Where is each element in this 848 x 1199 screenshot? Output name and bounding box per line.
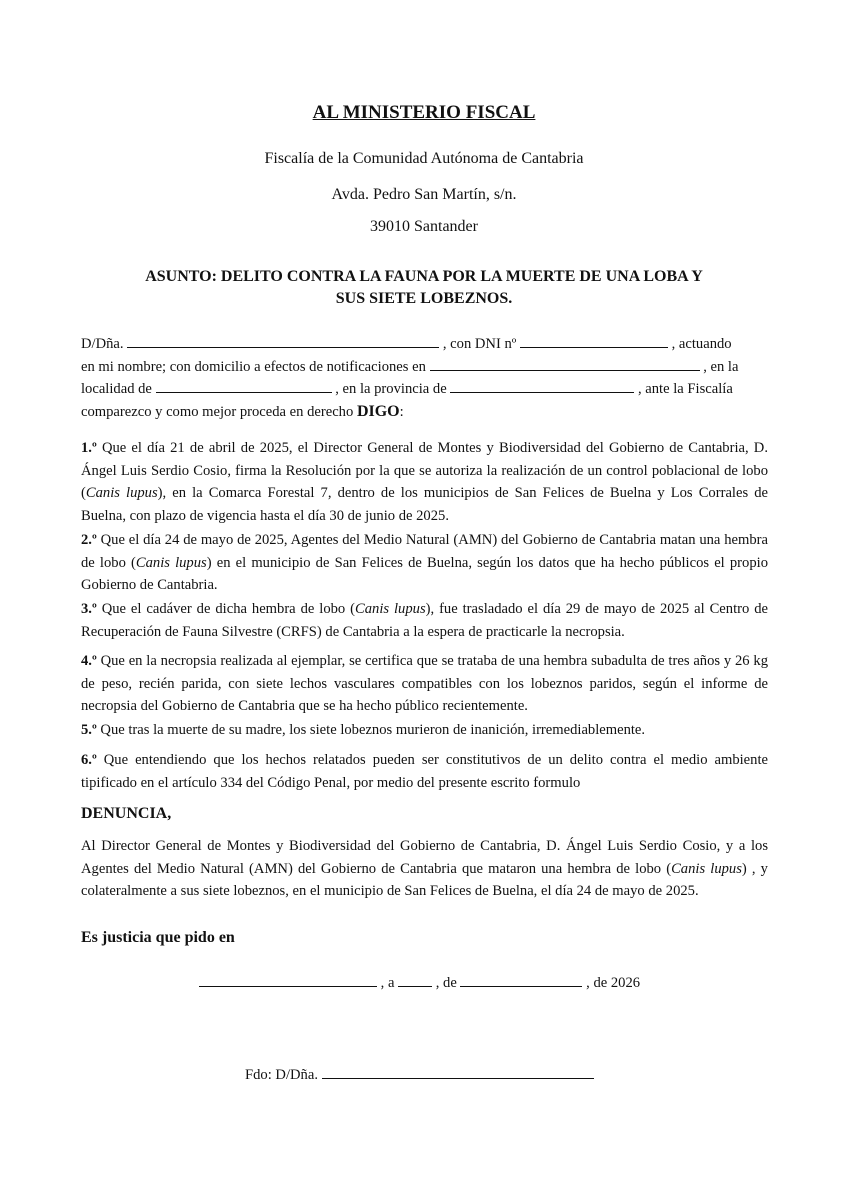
subject-heading (100, 266, 748, 310)
signature-line: Fdo: D/Dña. (245, 1064, 594, 1087)
fact-2: 2.º Que el día 24 de mayo de 2025, Agentes del Medio Natural (AMN) del Gobierno de Cantabria matan una hembra de lobo (Canis lupus) en el municipio de San Felices de Buelna, según los datos que ha hecho públicos el propio Gobierno de Cantabria. (81, 532, 768, 593)
fact-4: 4.º Que en la necropsia realizada al ejemplar, se certifica que se trataba de una hembra subadulta de tres años y 26 kg de peso, recién parida, con siete lechos vasculares compatibles con los lobeznos paridos, según el informe de necropsia del Gobierno de Cantabria que se ha hecho público recientemente. (81, 653, 768, 714)
signature-blank (322, 1064, 594, 1079)
recipient-office: Fiscalía de la Comunidad Autónoma de Cantabria (264, 150, 584, 167)
fact-6: 6.º Que entendiendo que los hechos relatados pueden ser constitutivos de un delito contra el medio ambiente tipificado en el artículo 334 del Código Penal, por medio del presente escrito formulo (81, 752, 768, 791)
recipient-street: Avda. Pedro San Martín, s/n. (331, 186, 517, 203)
fact-1: 1.º Que el día 21 de abril de 2025, el Director General de Montes y Biodiversidad del Gobierno de Cantabria, D. Ángel Luis Serdio Cosio, firma la Resolución por la que se autoriza la realización de un control poblacional de lobo (Canis lupus), en la Comarca Forestal 7, dentro de los municipios de San Felices de Buelna y Los Corrales de Buelna, con plazo de vigencia hasta el día 30 de junio de 2025. (81, 440, 768, 524)
justice-line: Es justicia que pido en (81, 929, 235, 946)
intro-line-4: comparezco y como mejor proceda en derecho DIGO: (81, 402, 404, 420)
fact-3: 3.º Que el cadáver de dicha hembra de lobo (Canis lupus), fue trasladado el día 29 de mayo de 2025 al Centro de Recuperación de Fauna Silvestre (CRFS) de Cantabria a la espera de practicarle la necropsia. (81, 601, 768, 640)
place-blank (199, 972, 377, 987)
intro-paragraph (81, 333, 768, 423)
recipient-city: 39010 Santander (370, 218, 478, 235)
name-blank (127, 333, 439, 348)
intro-line-3: localidad de , en la provincia de , ante la Fiscalía (81, 378, 768, 401)
denuncia-heading: DENUNCIA, (81, 805, 172, 822)
denuncia-paragraph: Al Director General de Montes y Biodiversidad del Gobierno de Cantabria, D. Ángel Luis Serdio Cosio, y a los Agentes del Medio Natural (AMN) del Gobierno de Cantabria que mataron una hembra de lobo (Canis lupus) , y colateralmente a sus siete lobeznos, en el municipio de San Felices de Buelna, el día 24 de mayo de 2025. (81, 838, 768, 899)
day-blank (398, 972, 432, 987)
address-blank (430, 356, 700, 371)
locality-blank (156, 378, 332, 393)
document-title: AL MINISTERIO FISCAL (312, 102, 536, 123)
month-blank (460, 972, 582, 987)
fact-5: 5.º Que tras la muerte de su madre, los siete lobeznos murieron de inanición, irremediablemente. (81, 722, 646, 738)
dni-blank (520, 333, 668, 348)
province-blank (450, 378, 634, 393)
subject-line-1: ASUNTO: DELITO CONTRA LA FAUNA POR LA MUERTE DE UNA LOBA Y (145, 268, 703, 285)
date-line: , a , de , de 2026 (199, 972, 640, 995)
intro-line-2: en mi nombre; con domicilio a efectos de notificaciones en , en la (81, 356, 768, 379)
subject-line-2: SUS SIETE LOBEZNOS. (335, 290, 513, 307)
intro-line-1: D/Dña. , con DNI nº , actuando (81, 333, 768, 356)
